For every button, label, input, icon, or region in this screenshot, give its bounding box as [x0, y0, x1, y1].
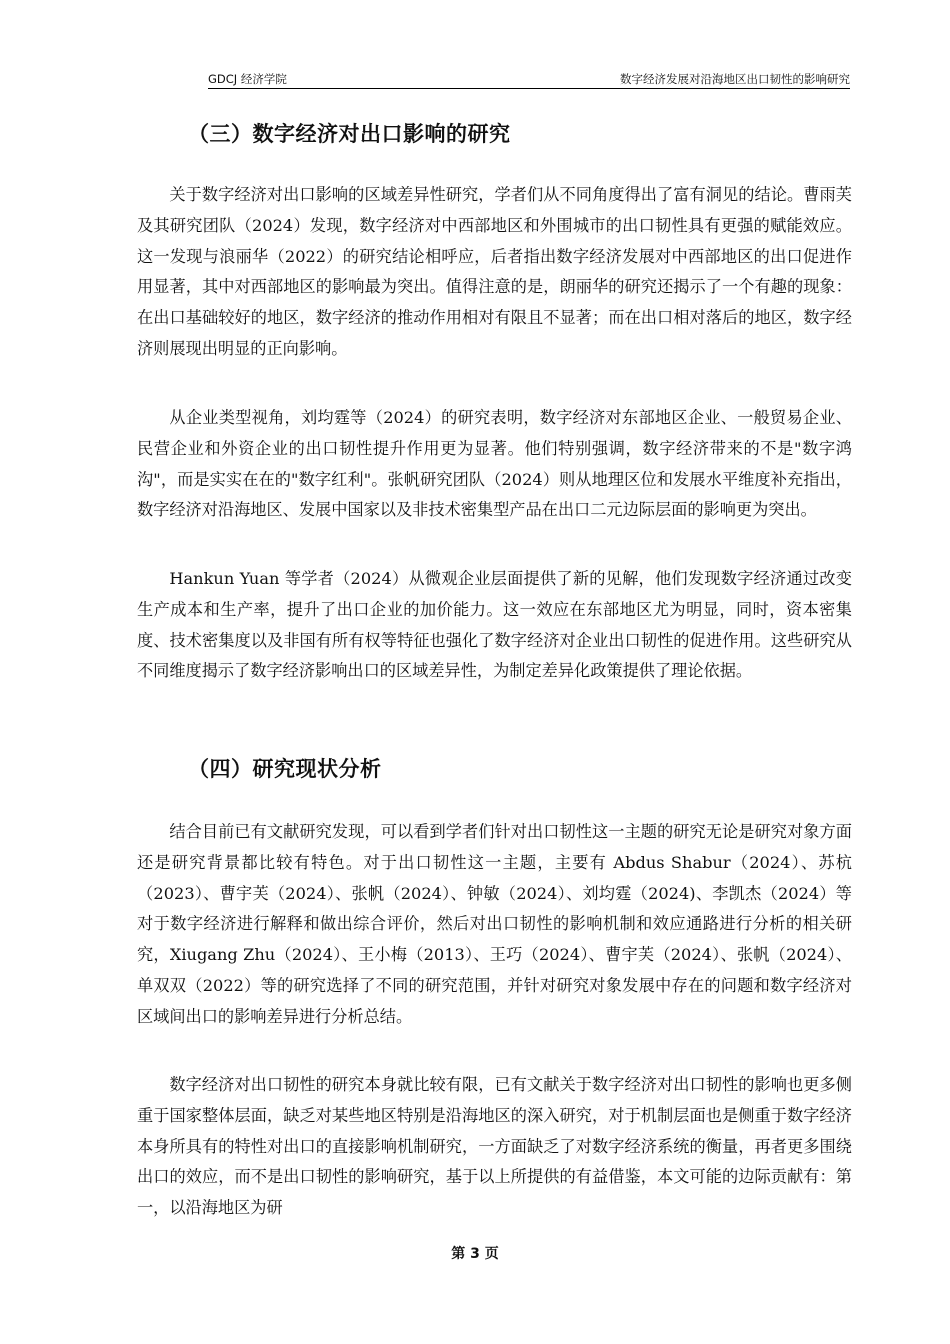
page-number: 第 3 页 [451, 1246, 499, 1262]
paragraph: 数字经济对出口韧性的研究本身就比较有限，已有文献关于数字经济对出口韧性的影响也更多侧重于国家整体层面，缺乏对某些地区特别是沿海地区的深入研究，对于机制层面也是侧重于数字经济本身所具有的特性对出口的直接影响机制研究，一方面缺乏了对数字经济系统的衡量，再者更多围绕出口的效应，而不是出口韧性的影响研究，基于以上所提供的有益借鉴，本文可能的边际贡献有：第一，以沿海地区为研 [137, 1075, 852, 1218]
paragraph: 从企业类型视角，刘均霆等（2024）的研究表明，数字经济对东部地区企业、一般贸易企业、民营企业和外资企业的出口韧性提升作用更为显著。他们特别强调，数字经济带来的不是"数字鸿沟"，而是实实在在的"数字红利"。张帆研究团队（2024）则从地理区位和发展水平维度补充指出，数字经济对沿海地区、发展中国家以及非技术密集型产品在出口二元边际层面的影响更为突出。 [137, 408, 852, 520]
paragraph: 结合目前已有文献研究发现，可以看到学者们针对出口韧性这一主题的研究无论是研究对象方面还是研究背景都比较有特色。对于出口韧性这一主题，主要有 Abdus Shabur（2024）、苏杭（2023）、曹宇芙（2024）、张帆（2024）、钟敏（2024）、刘均霆（2024)、李凯杰（2024）等对于数字经济进行解释和做出综合评价，然后对出口韧性的影响机制和效应通路进行分析的相关研究，Xiugang Zhu（2024）、王小梅（2013）、王巧（2024）、曹宇芙（2024）、张帆（2024）、单双双（2022）等的研究选择了不同的研究范围，并针对研究对象发展中存在的问题和数字经济对区域间出口的影响差异进行分析总结。 [137, 822, 852, 1026]
section-heading-3: （三）数字经济对出口影响的研究 [188, 122, 511, 146]
page-header [208, 72, 850, 89]
header-institution: GDCJ 经济学院 [208, 72, 287, 86]
paragraph: Hankun Yuan 等学者（2024）从微观企业层面提供了新的见解，他们发现数字经济通过改变生产成本和生产率，提升了出口企业的加价能力。这一效应在东部地区尤为明显，同时，资本密集度、技术密集度以及非国有所有权等特征也强化了数字经济对企业出口韧性的促进作用。这些研究从不同维度揭示了数字经济影响出口的区域差异性，为制定差异化政策提供了理论依据。 [137, 569, 852, 681]
header-thesis-title: 数字经济发展对沿海地区出口韧性的影响研究 [620, 72, 850, 86]
paragraph: 关于数字经济对出口影响的区域差异性研究，学者们从不同角度得出了富有洞见的结论。曹雨芙及其研究团队（2024）发现，数字经济对中西部地区和外围城市的出口韧性具有更强的赋能效应。这一发现与浪丽华（2022）的研究结论相呼应，后者指出数字经济发展对中西部地区的出口促进作用显著，其中对西部地区的影响最为突出。值得注意的是，朗丽华的研究还揭示了一个有趣的现象：在出口基础较好的地区，数字经济的推动作用相对有限且不显著；而在出口相对落后的地区，数字经济则展现出明显的正向影响。 [137, 185, 852, 358]
section-heading-4: （四）研究现状分析 [188, 757, 382, 781]
